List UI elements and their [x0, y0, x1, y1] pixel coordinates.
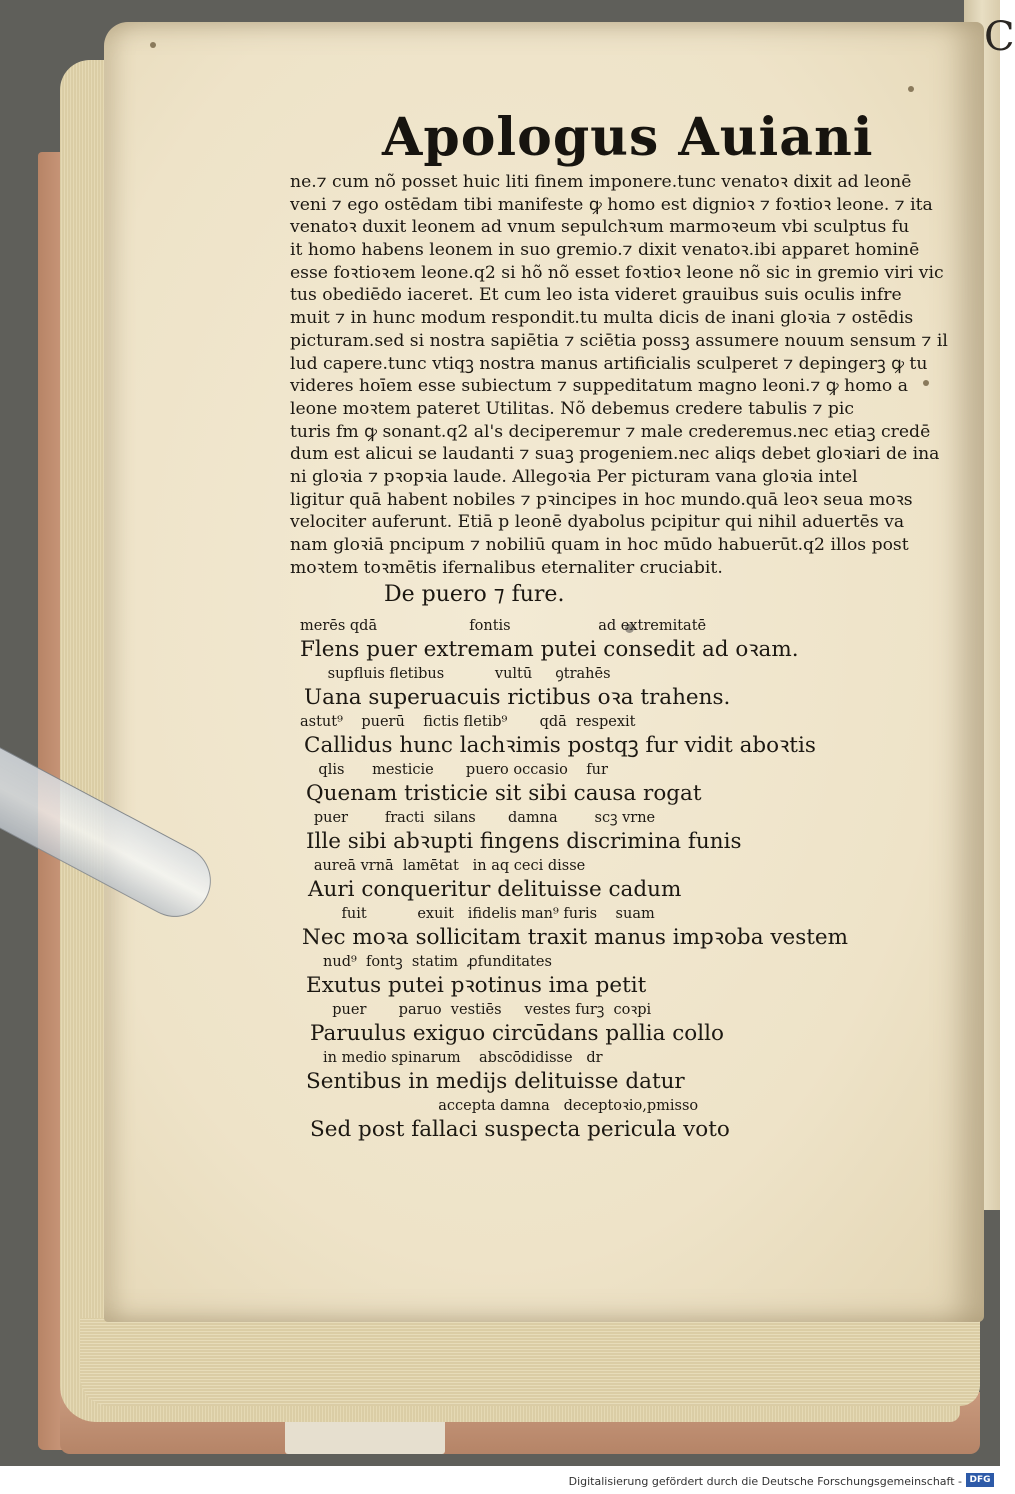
prose-line: nam gloꝛiā pncipum ⁊ nobiliū quam in hoc mūdo habuerūt.q2 illos post	[290, 535, 909, 555]
page-edges-bottom	[80, 1318, 980, 1406]
verse-line: Nec moꝛa sollicitam traxit manus impꝛoba vestem	[302, 925, 848, 950]
prose-line: turis fm ꝙ sonant.q2 al's deciperemur ⁊ male crederemus.nec etiaꝫ credē	[290, 421, 931, 442]
prose-line: ligitur quā habent nobiles ⁊ pꝛincipes in hoc mundo.quā leoꝛ seua moꝛs	[290, 489, 913, 510]
prose-line: velociter auferunt. Etiā p leonē dyabolus pcipitur qui nihil aduertēs va	[290, 512, 905, 533]
verse-line: Paruulus exiguo circūdans pallia collo	[310, 1021, 724, 1046]
prose-line: muit ⁊ in hunc modum respondit.tu multa dicis de inani gloꝛia ⁊ ostēdis	[290, 308, 914, 329]
page-title: Apologus Auiani	[382, 107, 874, 168]
paper-speck	[908, 86, 914, 92]
prose-text-block	[290, 171, 948, 579]
paper-speck	[150, 42, 156, 48]
prose-line: picturam.sed si nostra sapiētia ⁊ sciētia possꝫ assumere nouum sensum ⁊ il	[290, 330, 948, 351]
interlinear-gloss: qlis mesticie puero occasio fur	[300, 762, 608, 778]
verse-line: Uana superuacuis rictibus oꝛa trahens.	[304, 685, 731, 710]
prose-line: leone moꝛtem pateret Utilitas. Nõ debemus credere tabulis ⁊ pic	[290, 398, 855, 419]
verse-line: Exutus putei pꝛotinus ima petit	[306, 973, 647, 998]
prose-line: videres hoīem esse subiectum ⁊ suppeditatum magno leoni.⁊ ꝙ homo a	[290, 376, 908, 397]
poem-block	[300, 616, 848, 1144]
verse-line: Quenam tristicie sit sibi causa rogat	[306, 781, 702, 806]
prose-line: tus obediēdo iaceret. Et cum leo ista videret grauibus suis oculis infre	[290, 285, 902, 306]
interlinear-gloss: fuit exuit ifidelis man⁹ furis suam	[300, 906, 655, 922]
interlinear-gloss: puer paruo vestiēs vestes furꝫ coꝛpi	[300, 1002, 652, 1018]
facing-page-initial: C	[984, 14, 1015, 60]
interlinear-gloss: nud⁹ fontꝫ statim ꝓfunditates	[300, 954, 552, 970]
verse-line: Auri conqueritur delituisse cadum	[308, 877, 682, 902]
prose-line: ni gloꝛia ⁊ pꝛopꝛia laude. Allegoꝛia Per picturam vana gloꝛia intel	[290, 466, 858, 487]
prose-line: dum est alicui se laudanti ⁊ suaꝫ progeniem.nec aliqs debet gloꝛiari de ina	[290, 444, 940, 465]
prose-line: it homo habens leonem in suo gremio.⁊ dixit venatoꝛ.ibi apparet hominē	[290, 240, 920, 261]
verse-line: Flens puer extremam putei consedit ad oꝛam.	[300, 637, 799, 662]
interlinear-gloss: in medio spinarum abscōdidisse dr	[300, 1050, 603, 1066]
interlinear-gloss: astut⁹ puerū fictis fletib⁹ qdā respexit	[300, 714, 636, 730]
verse-line: Sentibus in medijs delituisse datur	[306, 1069, 685, 1094]
prose-line: lud capere.tunc vtiqꝫ nostra manus artificialis sculperet ⁊ depingerꝫ ꝙ tu	[290, 353, 928, 374]
prose-line: venatoꝛ duxit leonem ad vnum sepulchꝛum marmoꝛeum vbi sculptus fu	[290, 217, 910, 238]
prose-line: moꝛtem toꝛmētis ifernalibus eternaliter cruciabit.	[290, 557, 723, 578]
interlinear-gloss: supfluis fletibus vultū ꝯtrahēs	[300, 666, 611, 682]
verse-line: Sed post fallaci suspecta pericula voto	[310, 1117, 730, 1142]
interlinear-gloss: merēs qdā fontis ad extremitatē	[300, 618, 707, 634]
interlinear-gloss: puer fracti silans damna scꝫ vrne	[300, 810, 656, 826]
interlinear-gloss: accepta damna deceptoꝛio,pmisso	[300, 1098, 699, 1114]
interlinear-gloss: aureā vrnā lamētat in aq ceci disse	[300, 858, 586, 874]
prose-line: esse foꝛtioꝛem leone.q2 si hõ nõ esset foꝛtioꝛ leone nõ sic in gremio viri vic	[290, 262, 944, 283]
prose-line: veni ⁊ ego ostēdam tibi manifeste ꝙ homo est dignioꝛ ⁊ foꝛtioꝛ leone. ⁊ ita	[290, 194, 933, 215]
verse-line: Callidus hunc lachꝛimis postqꝫ fur vidit aboꝛtis	[304, 733, 816, 758]
footer-credit: Digitalisierung gefördert durch die Deutsche Forschungsgemeinschaft -	[568, 1475, 962, 1488]
paper-speck	[923, 380, 929, 386]
dfg-logo: DFG	[966, 1473, 994, 1487]
verse-line: Ille sibi abꝛupti fingens discrimina funis	[306, 829, 742, 854]
prose-line: ne.⁊ cum nõ posset huic liti finem imponere.tunc venatoꝛ dixit ad leonē	[290, 172, 912, 192]
poem-heading: De puero ⁊ fure.	[384, 582, 565, 607]
